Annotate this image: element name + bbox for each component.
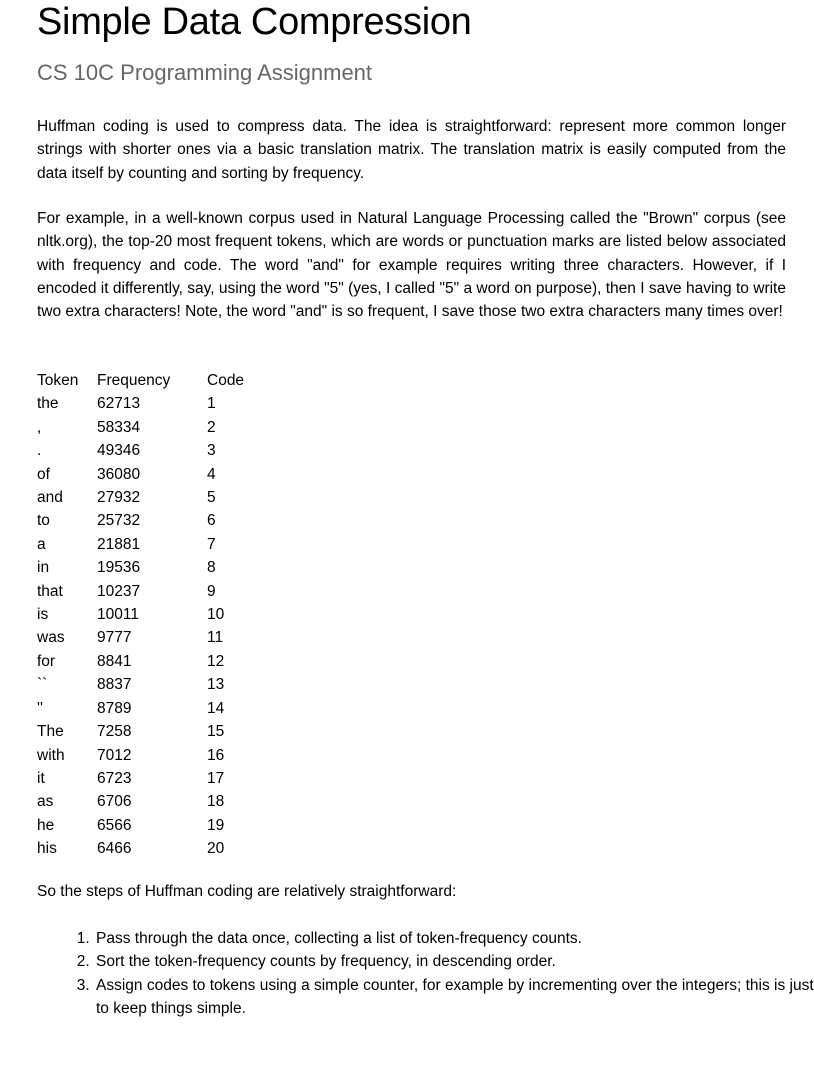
- frequency-cell: 36080: [97, 465, 141, 483]
- table-row: [35, 837, 261, 860]
- frequency-cell: 25732: [97, 512, 141, 530]
- token-cell: was: [37, 629, 65, 647]
- table-row: [35, 556, 261, 579]
- list-item: 2. Sort the token-frequency counts by frequency, in descending order.: [94, 950, 814, 973]
- steps-intro-paragraph: So the steps of Huffman coding are relatively straightforward:: [37, 883, 457, 900]
- frequency-cell: 10237: [97, 582, 141, 600]
- token-cell: as: [37, 793, 54, 811]
- code-cell: 8: [207, 559, 216, 577]
- code-cell: 4: [207, 465, 216, 483]
- token-cell: and: [37, 489, 63, 507]
- table-row: [35, 486, 261, 509]
- token-cell: in: [37, 559, 50, 577]
- code-cell: 10: [207, 606, 225, 624]
- frequency-cell: 8789: [97, 699, 132, 717]
- code-cell: 14: [207, 699, 225, 717]
- page-title: Simple Data Compression: [37, 1, 472, 43]
- code-cell: 18: [207, 793, 225, 811]
- code-cell: 12: [207, 652, 225, 670]
- token-cell: for: [37, 652, 56, 670]
- table-row: [35, 439, 261, 462]
- frequency-cell: 6723: [97, 769, 132, 787]
- table-row: [35, 416, 261, 439]
- intro-paragraph: Huffman coding is used to compress data. The idea is straightforward: represent more common longer strings with shorter ones via a basic translation matrix. The translation matrix is easily computed from the data itself by counting and sorting by frequency.: [37, 118, 786, 182]
- table-row: [35, 603, 261, 626]
- code-cell: 15: [207, 723, 225, 741]
- token-cell: the: [37, 395, 59, 413]
- frequency-cell: 9777: [97, 629, 132, 647]
- frequency-cell: 49346: [97, 442, 141, 460]
- steps-list: [37, 927, 814, 1020]
- table-row: [35, 392, 261, 415]
- table-row: [35, 744, 261, 767]
- token-cell: to: [37, 512, 50, 530]
- token-cell: '': [37, 699, 43, 717]
- code-cell: 2: [207, 418, 216, 436]
- token-cell: his: [37, 840, 57, 858]
- code-cell: 7: [207, 535, 216, 553]
- token-cell: that: [37, 582, 63, 600]
- code-cell: 17: [207, 769, 225, 787]
- example-paragraph: For example, in a well-known corpus used in Natural Language Processing called the "Brown" corpus (see nltk.org), the top-20 most frequent tokens, which are words or punctuation marks are listed below associated with frequency and code. The word "and" for example requires writing three characters. However, if I encoded it differently, say, using the word "5" (yes, I called "5" a word on purpose), then I save having to write two extra characters! Note, the word "and" is so frequent, I save those two extra characters many times over!: [37, 210, 786, 321]
- header-token: Token: [37, 372, 79, 389]
- header-frequency: Frequency: [97, 372, 171, 389]
- token-cell: of: [37, 465, 50, 483]
- frequency-cell: 21881: [97, 535, 141, 553]
- token-frequency-table: [35, 369, 261, 861]
- frequency-cell: 6566: [97, 816, 132, 834]
- token-cell: he: [37, 816, 55, 834]
- code-cell: 16: [207, 746, 225, 764]
- frequency-cell: 6706: [97, 793, 132, 811]
- table-row: [35, 720, 261, 743]
- table-row: [35, 673, 261, 696]
- frequency-cell: 27932: [97, 489, 141, 507]
- table-row: [35, 463, 261, 486]
- table-row: [35, 767, 261, 790]
- frequency-cell: 62713: [97, 395, 141, 413]
- table-row: [35, 533, 261, 556]
- table-row: [35, 650, 261, 673]
- table-row: [35, 790, 261, 813]
- code-cell: 3: [207, 442, 216, 460]
- frequency-cell: 7012: [97, 746, 132, 764]
- code-cell: 9: [207, 582, 216, 600]
- table-row: [35, 626, 261, 649]
- token-cell: ,: [37, 418, 42, 436]
- table-row: [35, 509, 261, 532]
- token-cell: is: [37, 606, 49, 624]
- token-cell: .: [37, 442, 42, 460]
- frequency-cell: 7258: [97, 723, 132, 741]
- frequency-cell: 10011: [97, 606, 139, 624]
- header-code: Code: [207, 372, 245, 389]
- code-cell: 20: [207, 840, 225, 858]
- code-cell: 6: [207, 512, 216, 530]
- table-row: [35, 580, 261, 603]
- token-cell: ``: [37, 676, 48, 694]
- token-cell: it: [37, 769, 45, 787]
- page-subtitle: CS 10C Programming Assignment: [37, 60, 373, 85]
- token-cell: with: [37, 746, 65, 764]
- list-item: 3. Assign codes to tokens using a simple counter, for example by incrementing over the integers; this is just to keep things simple.: [94, 974, 814, 1021]
- token-cell: a: [37, 535, 46, 553]
- table-header-row: [35, 369, 261, 392]
- frequency-cell: 19536: [97, 559, 141, 577]
- frequency-cell: 8837: [97, 676, 132, 694]
- table-row: [35, 697, 261, 720]
- token-cell: The: [37, 723, 64, 741]
- list-item: 1. Pass through the data once, collecting a list of token-frequency counts.: [94, 927, 814, 950]
- frequency-cell: 6466: [97, 840, 132, 858]
- frequency-cell: 8841: [97, 652, 132, 670]
- code-cell: 19: [207, 816, 225, 834]
- code-cell: 11: [207, 629, 224, 647]
- table-row: [35, 814, 261, 837]
- code-cell: 13: [207, 676, 225, 694]
- code-cell: 1: [207, 395, 216, 413]
- code-cell: 5: [207, 489, 216, 507]
- frequency-cell: 58334: [97, 418, 141, 436]
